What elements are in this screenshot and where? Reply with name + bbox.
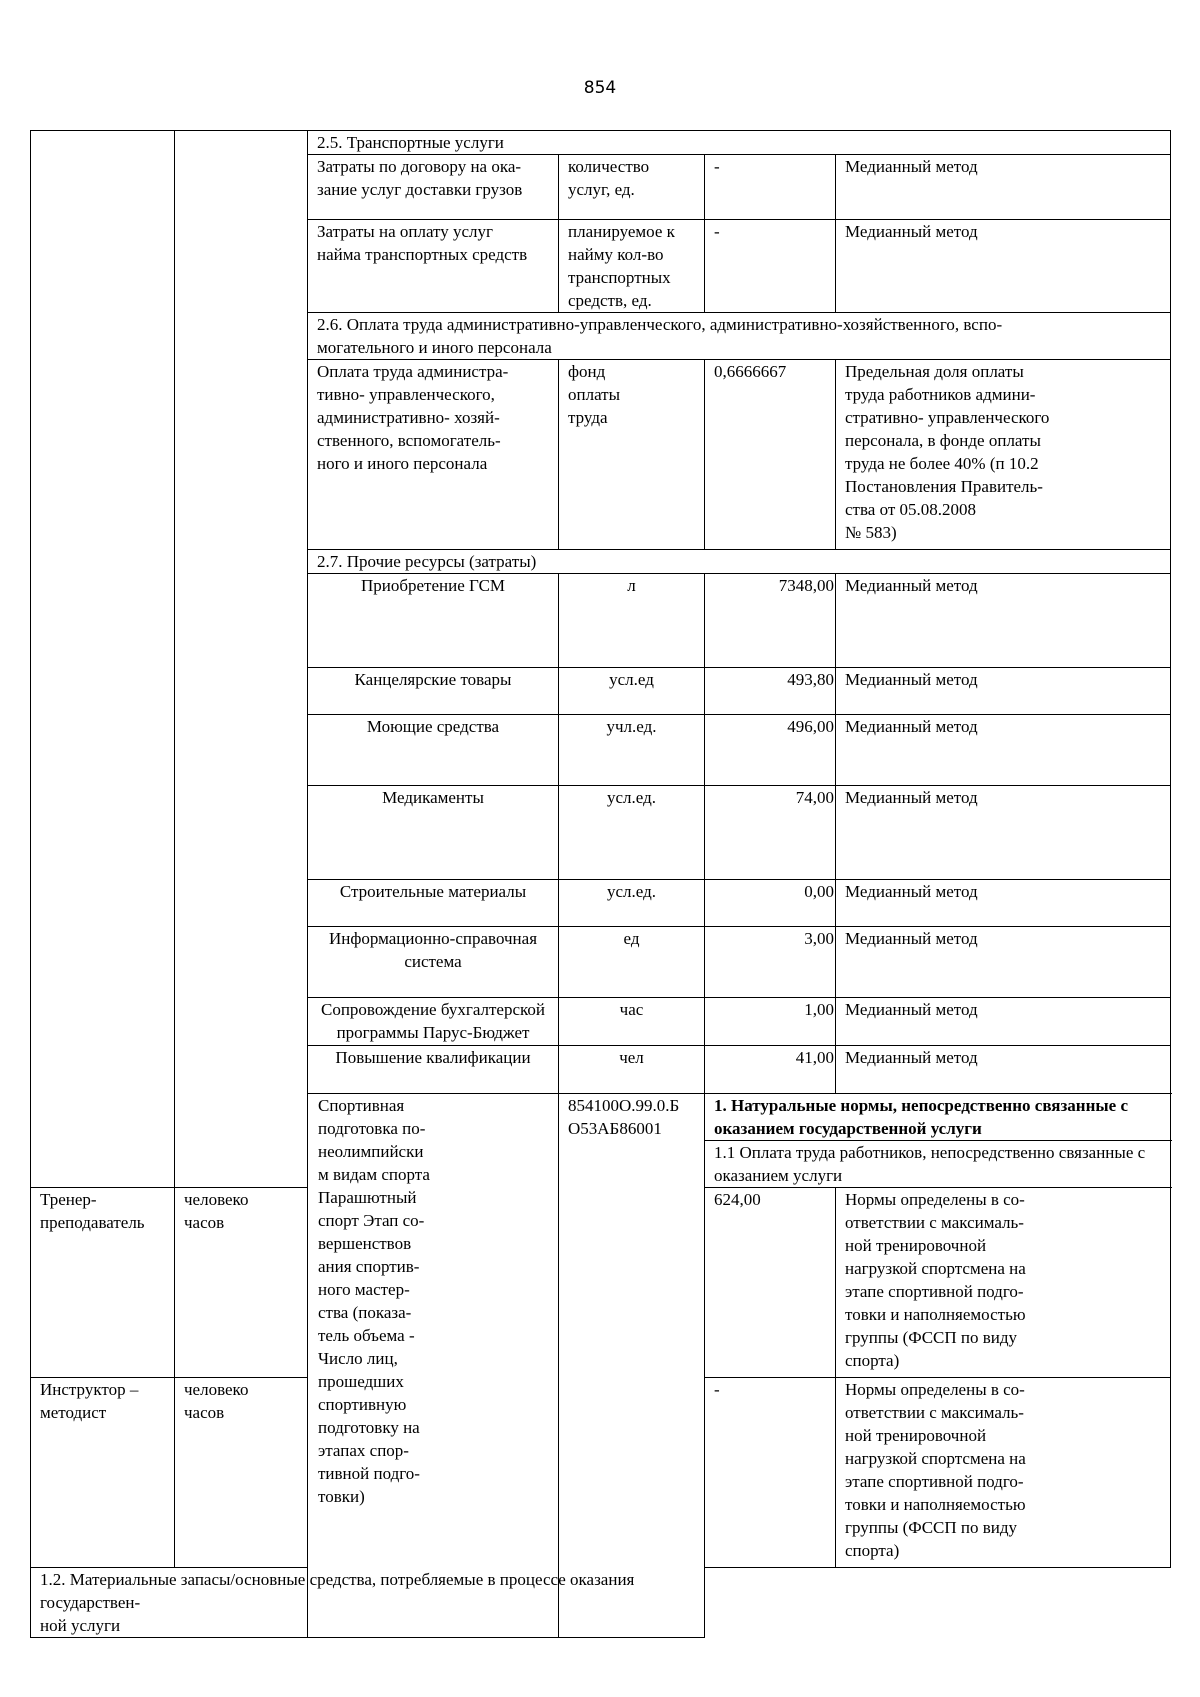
page-number: 854: [583, 78, 617, 98]
row-unit: усл.ед.: [559, 786, 705, 880]
row-unit: человеко часов: [175, 1378, 308, 1568]
row-name: Затраты на оплату услуг найма транспортных средств: [308, 220, 559, 313]
row-unit: учл.ед.: [559, 715, 705, 786]
row-unit: планируемое к найму кол-во транспортных средств, ед.: [559, 220, 705, 313]
row-unit: фонд оплаты труда: [559, 360, 705, 550]
norms-table: [30, 130, 1171, 1638]
row-value: 3,00: [705, 927, 836, 998]
section-1: 1. Натуральные нормы, непосредственно связанные с оказанием государственной услуги: [705, 1094, 1171, 1141]
service-name: Спортивная подготовка по- неолимпийски м видам спорта Парашютный спорт Этап со- вершенствов ания спортив- ного мастер- ства (показа- тель объема - Число лиц, прошедших спортивную подготовку на этапах спор- тивной подго- товки): [308, 1094, 559, 1638]
row-unit: л: [559, 574, 705, 668]
row-name: Канцелярские товары: [308, 668, 559, 715]
row-name: Информационно-справочная система: [308, 927, 559, 998]
row-method: Медианный метод: [836, 668, 1171, 715]
row-value: 493,80: [705, 668, 836, 715]
row-name: Моющие средства: [308, 715, 559, 786]
row-value: 74,00: [705, 786, 836, 880]
row-method: Предельная доля оплаты труда работников админи- стративно- управленческого персонала, в фонде оплаты труда не более 40% (п 10.2 Постановления Правитель- ства от 05.08.2008 № 583): [836, 360, 1171, 550]
row-unit: час: [559, 998, 705, 1046]
row-value: -: [705, 1378, 836, 1568]
row-method: Медианный метод: [836, 786, 1171, 880]
row-name: Строительные материалы: [308, 880, 559, 927]
section-row: [31, 131, 1171, 155]
row-method: Медианный метод: [836, 220, 1171, 313]
section-row: [31, 1568, 1171, 1638]
row-value: 496,00: [705, 715, 836, 786]
row-name: Оплата труда администра- тивно- управленческого, административно- хозяй- ственного, вспомогатель- ного и иного персонала: [308, 360, 559, 550]
section-2-7: 2.7. Прочие ресурсы (затраты): [308, 550, 1171, 574]
row-unit: чел: [559, 1046, 705, 1094]
row-value: -: [705, 155, 836, 220]
row-method: Медианный метод: [836, 574, 1171, 668]
row-method: Медианный метод: [836, 880, 1171, 927]
row-method: Медианный метод: [836, 998, 1171, 1046]
section-1-2: 1.2. Материальные запасы/основные средства, потребляемые в процессе оказания государствен- ной услуги: [31, 1568, 705, 1638]
row-name: Повышение квалификации: [308, 1046, 559, 1094]
row-value: -: [705, 220, 836, 313]
row-method: Медианный метод: [836, 155, 1171, 220]
row-name: Затраты по договору на ока- зание услуг доставки грузов: [308, 155, 559, 220]
service-code-cell-empty: [175, 131, 308, 1188]
row-unit: количество услуг, ед.: [559, 155, 705, 220]
service-name-cell-empty: [31, 131, 175, 1188]
row-value: 0,6666667: [705, 360, 836, 550]
row-name: Медикаменты: [308, 786, 559, 880]
row-value: 0,00: [705, 880, 836, 927]
row-name: Тренер-преподаватель: [31, 1188, 175, 1378]
section-2-5: 2.5. Транспортные услуги: [308, 131, 1171, 155]
row-value: 1,00: [705, 998, 836, 1046]
row-method: Нормы определены в со- ответствии с максималь- ной тренировочной нагрузкой спортсмена на этапе спортивной подго- товки и наполняемостью группы (ФССП по виду спорта): [836, 1378, 1171, 1568]
row-unit: ед: [559, 927, 705, 998]
row-method: Нормы определены в со- ответствии с максималь- ной тренировочной нагрузкой спортсмена на этапе спортивной подго- товки и наполняемостью группы (ФССП по виду спорта): [836, 1188, 1171, 1378]
row-method: Медианный метод: [836, 1046, 1171, 1094]
row-unit: усл.ед.: [559, 880, 705, 927]
row-name: Сопровождение бухгалтерской программы Парус-Бюджет: [308, 998, 559, 1046]
section-2-6: 2.6. Оплата труда административно-управленческого, административно-хозяйственного, вспо- могательного и иного персонала: [308, 313, 1171, 360]
row-value: 624,00: [705, 1188, 836, 1378]
row-method: Медианный метод: [836, 927, 1171, 998]
row-name: Приобретение ГСМ: [308, 574, 559, 668]
row-name: Инструктор – методист: [31, 1378, 175, 1568]
service-code: 854100О.99.0.Б О53АБ86001: [559, 1094, 705, 1638]
row-unit: человеко часов: [175, 1188, 308, 1378]
row-method: Медианный метод: [836, 715, 1171, 786]
section-1-1: 1.1 Оплата труда работников, непосредственно связанные с оказанием услуги: [705, 1141, 1171, 1188]
row-value: 41,00: [705, 1046, 836, 1094]
row-value: 7348,00: [705, 574, 836, 668]
row-unit: усл.ед: [559, 668, 705, 715]
